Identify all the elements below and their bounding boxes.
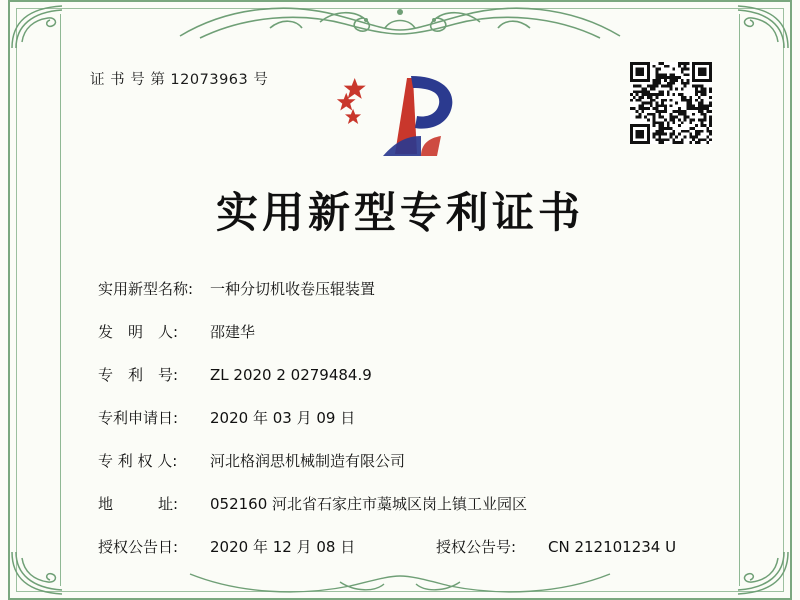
certificate-number: 证 书 号 第 12073963 号	[90, 72, 269, 88]
field-value: 2020 年 03 月 09 日	[210, 409, 356, 427]
qr-code	[630, 62, 712, 144]
field-value-grant-date: 2020 年 12 月 08 日	[210, 538, 356, 556]
field-label: 专 利 号:	[98, 366, 179, 384]
field-row-utility-model-name	[98, 278, 720, 299]
field-row-patentee	[98, 450, 720, 471]
qr-code-canvas	[630, 62, 712, 144]
certificate-content	[70, 20, 730, 580]
cnipa-emblem-icon	[325, 58, 475, 168]
field-label-grant-date: 授权公告日:	[98, 538, 179, 556]
field-row-address	[98, 493, 720, 514]
field-row-inventor	[98, 321, 720, 342]
field-label: 地 址:	[98, 495, 179, 513]
field-label: 专 利 权 人:	[98, 452, 178, 470]
field-row-grant-announcement	[98, 536, 720, 557]
field-row-patent-number	[98, 364, 720, 385]
field-value: 河北格润思机械制造有限公司	[210, 452, 406, 470]
field-label: 实用新型名称:	[98, 280, 194, 298]
field-value-grant-number: CN 212101234 U	[548, 538, 677, 556]
page-title: 实用新型专利证书	[215, 188, 584, 237]
certificate-fields	[98, 278, 720, 579]
field-label-grant-number: 授权公告号:	[436, 538, 517, 556]
field-label: 发 明 人:	[98, 323, 179, 341]
field-value: 一种分切机收卷压辊装置	[210, 280, 376, 298]
field-label: 专利申请日:	[98, 409, 179, 427]
field-value: 052160 河北省石家庄市藁城区岗上镇工业园区	[210, 495, 528, 513]
field-value: ZL 2020 2 0279484.9	[210, 366, 372, 384]
field-value: 邵建华	[210, 323, 256, 341]
field-row-application-date	[98, 407, 720, 428]
